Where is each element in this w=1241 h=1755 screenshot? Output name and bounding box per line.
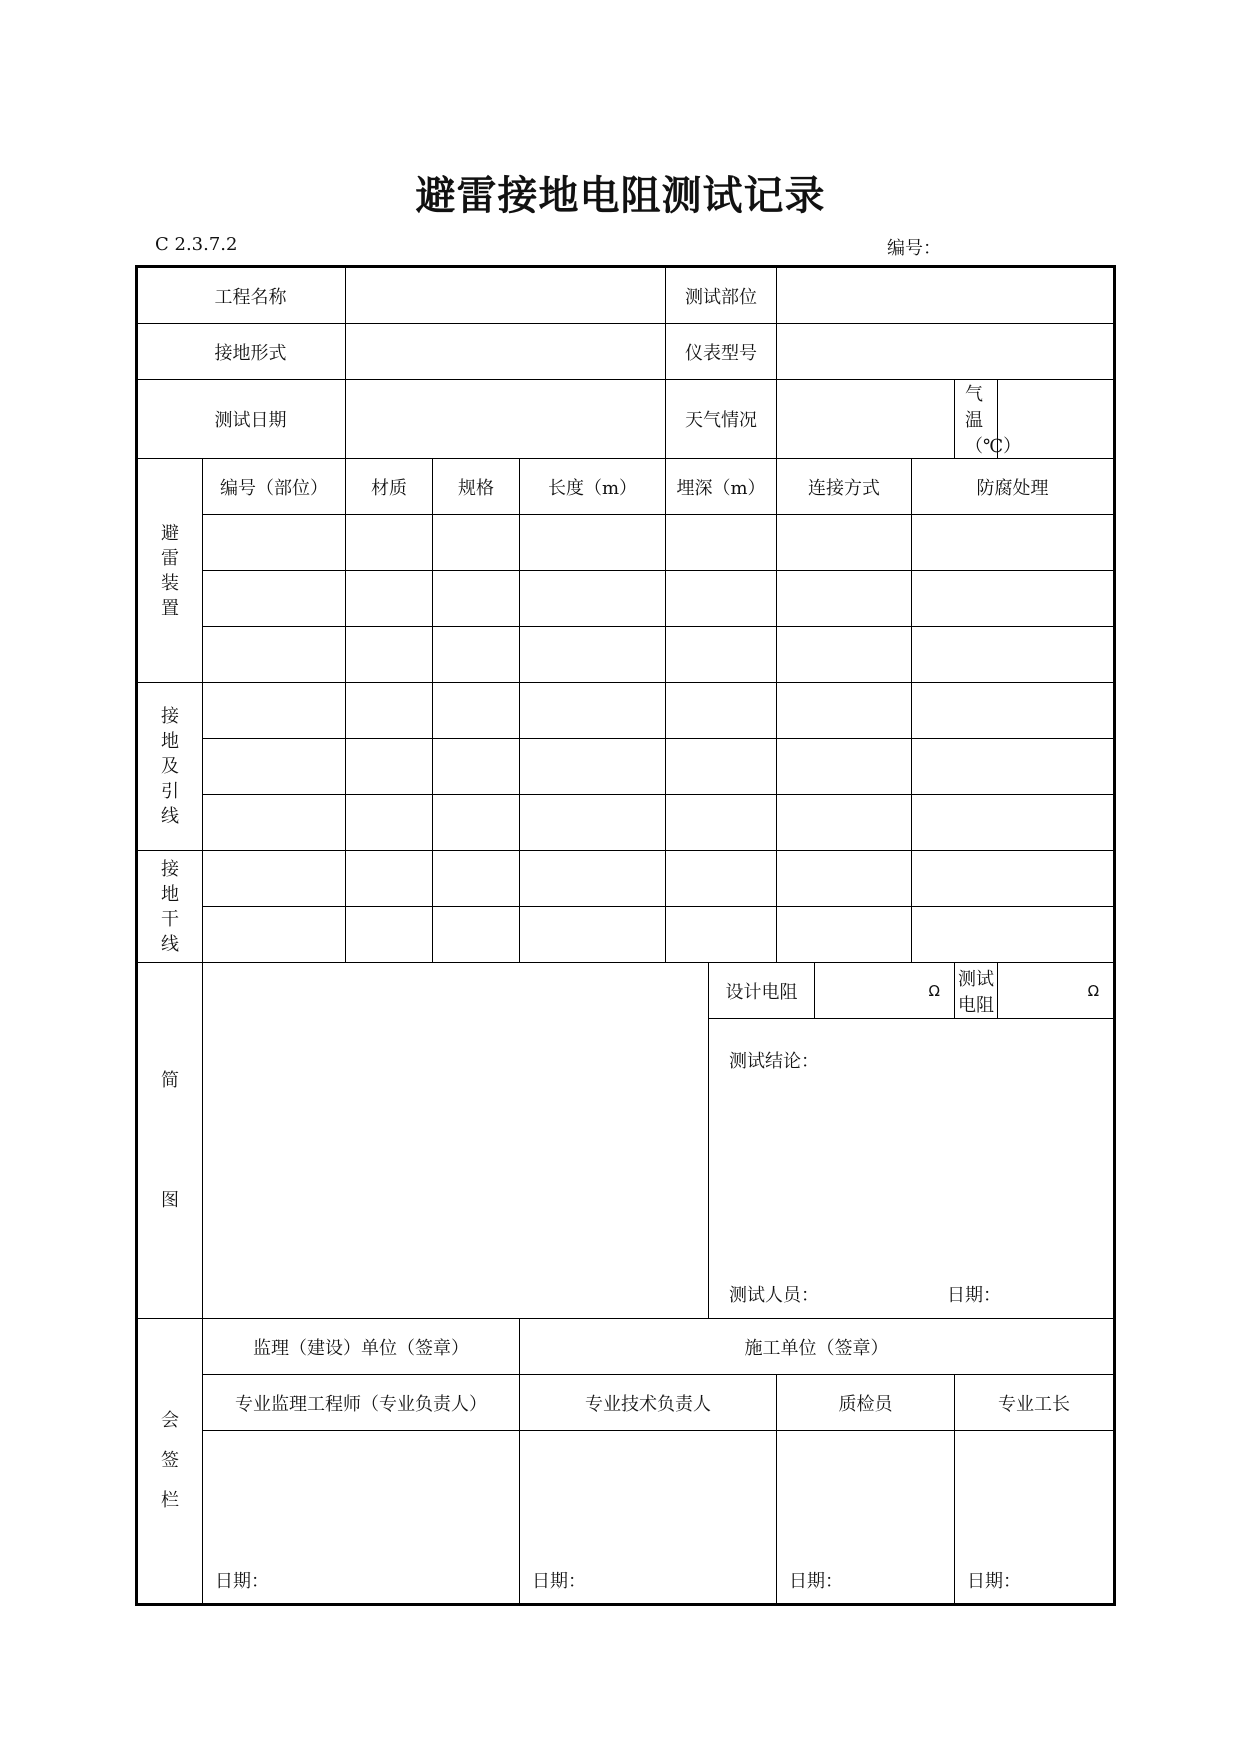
- test-date-field[interactable]: [346, 380, 666, 459]
- table-row: [137, 515, 1115, 571]
- page-title: 避雷接地电阻测试记录: [415, 172, 826, 219]
- grounding-type-field[interactable]: [346, 324, 666, 380]
- design-resistance-field[interactable]: Ω: [815, 963, 955, 1019]
- table-row: [137, 739, 1115, 795]
- col-header-connection: 连接方式: [777, 459, 912, 515]
- instrument-model-field[interactable]: [777, 324, 1115, 380]
- project-name-label: 工程名称: [137, 267, 346, 324]
- col-header-spec: 规格: [433, 459, 520, 515]
- sketch-area[interactable]: [203, 963, 709, 1319]
- construction-unit-label: 施工单位（签章）: [520, 1319, 1115, 1375]
- design-resistance-label: 设计电阻: [709, 963, 815, 1019]
- signature-date-label: 日期：: [532, 1571, 586, 1592]
- col-header-number: 编号（部位）: [203, 459, 346, 515]
- tester-date-label: 日期：: [947, 1285, 1002, 1307]
- supervision-unit-label: 监理（建设）单位（签章）: [203, 1319, 520, 1375]
- group-ground-lead: 接 地 及 引 线: [137, 683, 203, 851]
- grounding-type-label: 接地形式: [137, 324, 346, 380]
- foreman-signature[interactable]: [955, 1431, 1115, 1605]
- foreman-label: 专业工长: [955, 1375, 1115, 1431]
- table-row: [137, 795, 1115, 851]
- col-header-anticorrosion: 防腐处理: [912, 459, 1115, 515]
- temperature-label: 气温（℃）: [955, 380, 998, 459]
- col-header-length: 长度（m）: [520, 459, 666, 515]
- tester-label: 测试人员：: [729, 1285, 820, 1307]
- table-row: [137, 683, 1115, 739]
- form-code: C 2.3.7.2: [155, 234, 238, 255]
- table-row: [137, 907, 1115, 963]
- col-header-depth: 埋深（m）: [666, 459, 777, 515]
- conclusion-panel[interactable]: [709, 1019, 1115, 1319]
- project-name-field[interactable]: [346, 267, 666, 324]
- conclusion-label: 测试结论：: [729, 1051, 820, 1073]
- table-row: [137, 851, 1115, 907]
- signature-date-label: 日期：: [967, 1571, 1022, 1592]
- quality-inspector-label: 质检员: [777, 1375, 955, 1431]
- test-location-field[interactable]: [777, 267, 1115, 324]
- weather-field[interactable]: [777, 380, 955, 459]
- number-label: 编号：: [887, 238, 941, 259]
- weather-label: 天气情况: [666, 380, 777, 459]
- test-date-label: 测试日期: [137, 380, 346, 459]
- group-lightning-device: 避 雷 装 置: [137, 459, 203, 683]
- technical-lead-signature[interactable]: [520, 1431, 777, 1605]
- table-row: [137, 627, 1115, 683]
- test-record-form: [135, 265, 1116, 1606]
- technical-lead-label: 专业技术负责人: [520, 1375, 777, 1431]
- supervising-engineer-label: 专业监理工程师（专业负责人）: [203, 1375, 520, 1431]
- signature-date-label: 日期：: [789, 1571, 844, 1592]
- group-signoff: 会 签 栏: [137, 1319, 203, 1605]
- instrument-model-label: 仪表型号: [666, 324, 777, 380]
- quality-inspector-signature[interactable]: [777, 1431, 955, 1605]
- test-location-label: 测试部位: [666, 267, 777, 324]
- supervising-engineer-signature[interactable]: [203, 1431, 520, 1605]
- group-ground-trunk: 接 地 干 线: [137, 851, 203, 963]
- table-row: [137, 571, 1115, 627]
- col-header-material: 材质: [346, 459, 433, 515]
- test-resistance-label: 测试电阻: [955, 963, 998, 1019]
- signature-date-label: 日期：: [215, 1571, 269, 1592]
- group-sketch: 简 图: [137, 963, 203, 1319]
- test-resistance-field[interactable]: Ω: [998, 963, 1115, 1019]
